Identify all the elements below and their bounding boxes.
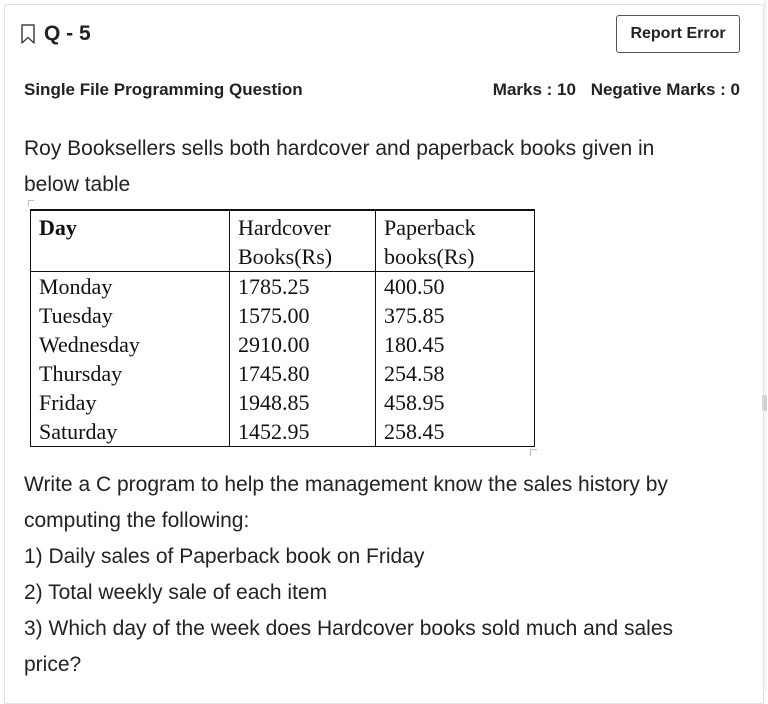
task-description bbox=[24, 467, 744, 683]
cell-day: Thursday bbox=[31, 359, 230, 388]
header-paperback-line2: books(Rs) bbox=[384, 244, 475, 269]
table-anchor-mark bbox=[28, 200, 34, 206]
question-text bbox=[24, 131, 724, 203]
cell-day: Monday bbox=[31, 272, 230, 302]
cell-hardcover: 1785.25 bbox=[230, 272, 376, 302]
report-error-button[interactable]: Report Error bbox=[616, 15, 740, 53]
negative-marks: Negative Marks : 0 bbox=[590, 80, 740, 99]
task-item-2: 2) Total weekly sale of each item bbox=[24, 581, 328, 604]
cell-paperback: 458.95 bbox=[376, 388, 535, 417]
header-hardcover-line1: Hardcover bbox=[238, 215, 331, 240]
question-number: Q - 5 bbox=[44, 22, 91, 45]
cell-paperback: 375.85 bbox=[376, 301, 535, 330]
cell-day: Friday bbox=[31, 388, 230, 417]
cell-paperback: 258.45 bbox=[376, 417, 535, 447]
header-day: Day bbox=[31, 210, 230, 272]
cell-day: Saturday bbox=[31, 417, 230, 447]
cell-day: Wednesday bbox=[31, 330, 230, 359]
header-hardcover-line2: Books(Rs) bbox=[238, 244, 333, 269]
table-row bbox=[31, 359, 535, 388]
question-meta bbox=[24, 80, 740, 100]
question-header bbox=[20, 22, 91, 46]
task-item-3-line-2: price? bbox=[24, 653, 82, 676]
table-row bbox=[31, 330, 535, 359]
marks-info bbox=[493, 80, 740, 100]
cell-hardcover: 1452.95 bbox=[230, 417, 376, 447]
cell-paperback: 180.45 bbox=[376, 330, 535, 359]
table-row bbox=[31, 417, 535, 447]
marks: Marks : 10 bbox=[492, 80, 576, 99]
table-row bbox=[31, 388, 535, 417]
task-item-3-line-1: 3) Which day of the week does Hardcover books sold much and sales bbox=[24, 617, 674, 640]
bookmark-icon[interactable] bbox=[20, 24, 36, 44]
cell-hardcover: 1575.00 bbox=[230, 301, 376, 330]
table-header-row bbox=[31, 210, 535, 272]
cell-paperback: 254.58 bbox=[376, 359, 535, 388]
task-item-1: 1) Daily sales of Paperback book on Friday bbox=[24, 545, 425, 568]
sales-table bbox=[30, 209, 535, 447]
header-hardcover bbox=[230, 210, 376, 272]
question-type: Single File Programming Question bbox=[24, 80, 303, 99]
task-line-1: Write a C program to help the management know the sales history by bbox=[24, 473, 668, 496]
cell-hardcover: 1745.80 bbox=[230, 359, 376, 388]
intro-line-1: Roy Booksellers sells both hardcover and paperback books given in bbox=[24, 137, 655, 160]
table-row bbox=[31, 272, 535, 302]
intro-line-2: below table bbox=[24, 173, 131, 196]
cell-hardcover: 2910.00 bbox=[230, 330, 376, 359]
cell-paperback: 400.50 bbox=[376, 272, 535, 302]
header-paperback-line1: Paperback bbox=[384, 215, 476, 240]
header-paperback bbox=[376, 210, 535, 272]
table-corner-mark bbox=[530, 449, 537, 456]
cell-day: Tuesday bbox=[31, 301, 230, 330]
cell-hardcover: 1948.85 bbox=[230, 388, 376, 417]
table-row bbox=[31, 301, 535, 330]
task-line-2: computing the following: bbox=[24, 509, 250, 532]
